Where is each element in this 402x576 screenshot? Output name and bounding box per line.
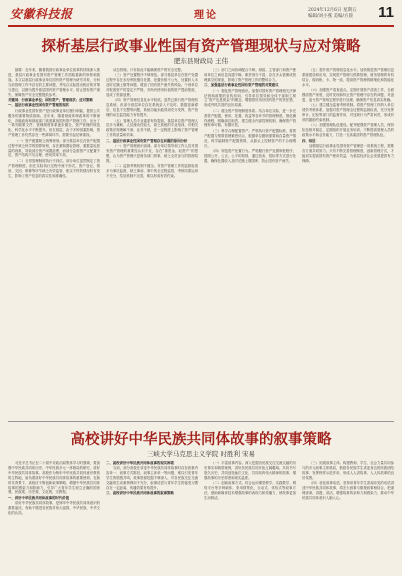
body-paragraph: （三）部门之间协调配合不够。财政、主管部门和资产使用单位之间信息沟通不畅，职责划分不清，存在多头管理或管理真空的现象，影响了资产管理工作的整体合力。 — [204, 68, 296, 82]
masthead-rule — [8, 25, 394, 27]
body-paragraph: 动态管理。只有如此才能确保资产的安全完整。 — [113, 68, 185, 72]
article2-column — [8, 461, 100, 572]
body-paragraph: 行政事业性国有资产是行政事业单位履行职能、提供公共服务的重要物质基础。近年来，随着财政体制改革的不断深化，各级政府和财政部门高度重视国有资产管理工作，出台了一系列政策文件，管理制度体系逐步健全，资产管理的规范化、科学化水平不断提升。但在基层，由于多种因素影响，资产管理工作仍然存在一些薄弱环节，需要引起足够重视。 — [8, 108, 100, 138]
body-paragraph: （三）拓展叙事主体。构建教师、学生、社会力量共同参与的多元叙事主体格局，鼓励各民族学生讲述身边的民族团结故事，发挥榜样示范作用，形成人人讲故事、人人传故事的良好氛围。 — [302, 461, 394, 480]
body-paragraph: （五）管理人员专业素质有待提高。基层单位资产管理人员多为兼职，人员流动性较大，缺乏系统的专业培训，对相关政策法规理解不深、业务不熟，在一定程度上影响了资产管理工作的质量和效率。 — [106, 118, 198, 138]
masthead — [8, 5, 394, 25]
section-heading: 一、讲好中华民族共同体故事的时代价值 — [8, 495, 70, 500]
section-heading: 二、高校讲好中华民族共同体故事的现实困境 — [106, 461, 174, 465]
section-title: 理论 — [194, 10, 218, 21]
article2-column — [302, 461, 394, 572]
body-paragraph: （四）规范资产处置行为。严格履行资产处置审批程序，按照公开、公正、公平的原则，通过拍卖、招标等方式进行处置，确保处置收入及时足额上缴国库，防止国有资产流失。 — [204, 149, 296, 163]
article-divider — [8, 421, 394, 422]
article1-column — [106, 68, 198, 417]
article1-column — [302, 68, 394, 417]
body-paragraph: 当前，部分高校在讲述中华民族共同体故事时存在叙事内容单一、叙事方式陈旧、叙事主体单一等问题，难以引发青年学生的情感共鸣。故事资源挖掘不够深入，对各民族交往交流交融的生动案例利用不充分，叙事话语与青年学生的接受习惯存在一定距离，传播效果有待提升。 — [106, 466, 198, 491]
body-paragraph: 摘要：近年来，随着我国行政事业单位改革的持续深入推进，基层行政事业性国有资产管理工作面临着新的形势和挑战。本文以基层行政事业单位国有资产管理为研究对象，分析当前管理工作中存在的主要问题，并结合实际提出相应的对策与建议，以期为提升基层国有资产管理水平、防止国有资产流失、保障资产安全完整提供参考。 — [8, 68, 100, 97]
article1-body — [8, 68, 394, 417]
body-paragraph: 加强基层行政事业性国有资产管理是一项系统工程，需要各方面共同努力。只有不断完善管理制度，创新管理方式，才能切实提高国有资产使用效益，为基层经济社会发展提供有力保障。 — [302, 144, 394, 163]
article1-column — [204, 68, 296, 417]
article2-body — [8, 461, 394, 572]
body-paragraph: （三）资产处置程序不够规范。部分基层单位在资产处置过程中存在未经审批擅自处置、处置价格不公允、处置收入未及时足额上缴等问题，增加了国有资产流失的风险。个别单位对报废资产的鉴定不严格，对尚有使用价值的资产提前报废，造成了资源浪费。 — [106, 73, 198, 98]
body-paragraph: （二）监督考核机制不健全。对资产管理工作的监督检查多为事后监督，缺乏事前、事中的全过程监管，考核结果运用不充分，奖惩机制不完善，难以形成有效约束。 — [106, 164, 198, 179]
body-paragraph: （二）创新叙事方式。综合运用课堂教学、实践教学、网络平台等多种载体，采用情景化、互动式、体验式等叙事方法，借助新媒体技术增强故事的表现力和传播力，使故事更加生动鲜活。 — [204, 481, 296, 500]
body-paragraph: 讲好中华民族共同体故事，是铸牢中华民族共同体意识的重要途径，有助于增进各民族对伟大祖国、中华民族、中华文化的认同。 — [8, 501, 100, 516]
editor-text: 编辑/刘小燕 美编/方晨 — [308, 13, 353, 19]
section-heading: 三、加强基层行政事业性国有资产管理的对策建议 — [204, 83, 279, 88]
body-paragraph: （七）建立健全监督考核机制。将资产管理工作纳入单位绩效考核体系，加强对资产管理全过程的监督检查，充分发挥审计、纪检等部门的监督作用，对违规行为严肃问责，形成有效的激励约束机制。 — [302, 103, 394, 123]
body-paragraph: （一）资产管理意识淡薄。部分单位领导和工作人员对国有资产管理的重要性认识不足，存在“重资金、轻资产”的思想，认为资产管理只是财务部门的事，缺乏全员参与的管理氛围。 — [106, 144, 198, 163]
article2-title: 高校讲好中华民族共同体故事的叙事策略 — [70, 431, 332, 448]
section-heading: 一、基层行政事业性国有资产管理的现状 — [8, 103, 70, 108]
body-paragraph: （四）资产管理信息化水平较低。虽然已推行资产管理信息系统，但部分基层单位存在系统录入不及时、数据更新滞后、信息不完整等问题，系统功能未能得到充分发挥，资产管理的动态监控能力有待提升。 — [106, 98, 198, 118]
body-paragraph: （四）优化叙事话语。坚持用青年学生喜闻乐见的话语讲述中华民族共同体故事，将宏大叙事与微观叙事相结合，把道理讲深、讲透、讲活，增强故事的亲和力和感染力，推动中华民族共同体意识入脑入心。 — [302, 481, 394, 500]
section-heading: 三、高校讲好中华民族共同体故事的叙事策略 — [106, 491, 174, 496]
newspaper-logo: 安徽科技报 — [10, 7, 73, 21]
body-paragraph: （一）资产配置缺乏统筹规划。部分基层单位在资产配置过程中缺乏科学的预算规划，存在重购置轻管理、重数量轻质量的现象，导致部分资产闲置浪费，而部分急需资产又配置不足，资产结构不尽合理，使用效率不高。 — [8, 138, 100, 158]
section-heading: 二、基层行政事业性国有资产管理存在问题的原因分析 — [106, 138, 188, 143]
article1-byline: 肥东县财政局 王伟 — [173, 57, 229, 65]
page-number: 11 — [378, 4, 394, 21]
article1-title: 探析基层行政事业性国有资产管理现状与应对策略 — [41, 38, 361, 55]
body-paragraph: （八）加强管理队伍建设。配齐配强资产管理人员，保持队伍相对稳定，定期组织开展业务培训，不断提高管理人员的政策水平和业务能力，打造一支高素质的资产管理队伍。 — [302, 123, 394, 138]
body-paragraph: （一）丰富叙事内容。深入挖掘各民族交往交流交融的历史事实和典型案例，讲好各民族共同开拓辽阔疆域、共同书写悠久历史、共同创造灿烂文化、共同培育伟大精神的故事，增强故事的历史厚度和现实温度。 — [204, 461, 296, 480]
body-paragraph: （六）加强资产清查盘点。定期开展资产清查工作，全面摸清资产家底，及时发现和纠正资产管理中存在的问题，对盘盈、盘亏资产按规定程序进行处理，确保资产信息真实准确。 — [302, 88, 394, 102]
section-heading: 四、结语 — [302, 138, 316, 143]
body-paragraph: （二）日常管理制度执行不到位。部分单位虽然制定了资产管理制度，但在实际执行过程中流于形式，资产登记、领用、交回、维修等环节缺乏有效监管，账实不符的情况时有发生，影响了资产信息的真实性和准确性。 — [8, 158, 100, 178]
body-paragraph: 习近平总书记在二十届中央政治局集体学习时强调，要加强中华民族共同体历史、中华民族多元一体格局的研究，讲好中华民族共同体故事。高校作为铸牢中华民族共同体意识教育的主阵地，肩负着讲好中华民族共同体故事的重要使命。在新时代背景下，高校应不断创新叙事策略，增强中华民族共同体故事的感染力和影响力，引导广大青年学生树立正确的国家观、民族观、历史观、文化观、宗教观。 — [8, 461, 100, 495]
article2-byline: 三峡大学马克思主义学院 时胜利 宋易 — [146, 450, 256, 458]
section-heading: 关键词：行政事业单位；国有资产；管理现状；应对策略 — [8, 97, 93, 102]
article2-column — [106, 461, 198, 572]
article1-column — [8, 68, 100, 417]
date-text: 2024年12月6日 星期五 — [308, 8, 357, 13]
body-paragraph: （二）健全资产管理制度体系。结合单位实际，进一步完善资产配置、使用、处置、收益等各环节的管理制度，细化操作流程，明确岗位职责，建立健全内部控制机制，确保资产管理有章可循、有据可依。 — [204, 108, 296, 128]
dateline — [308, 8, 356, 19]
article2-column — [204, 461, 296, 572]
body-paragraph: （三）科学合理配置资产。严格执行资产配置标准，将资产配置与预算管理紧密结合，根据单位履职需要和存量资产情况，科学编制资产配置预算，从源头上控制资产的不合理增长。 — [204, 128, 296, 148]
body-paragraph: （五）提升资产管理信息化水平。加快推进资产管理信息系统建设和应用，实现资产管理与预算管理、财务管理的有机结合，做到账、卡、物一致，提高资产管理的精细化和智能化水平。 — [302, 68, 394, 87]
body-paragraph: （一）强化资产管理意识。加强对国有资产管理相关法律法规和政策的宣传培训，引导单位领导和全体干部职工树立“资产也是资金”的理念，增强管好用好国有资产的责任感，形成齐抓共管的良好局面。 — [204, 88, 296, 108]
